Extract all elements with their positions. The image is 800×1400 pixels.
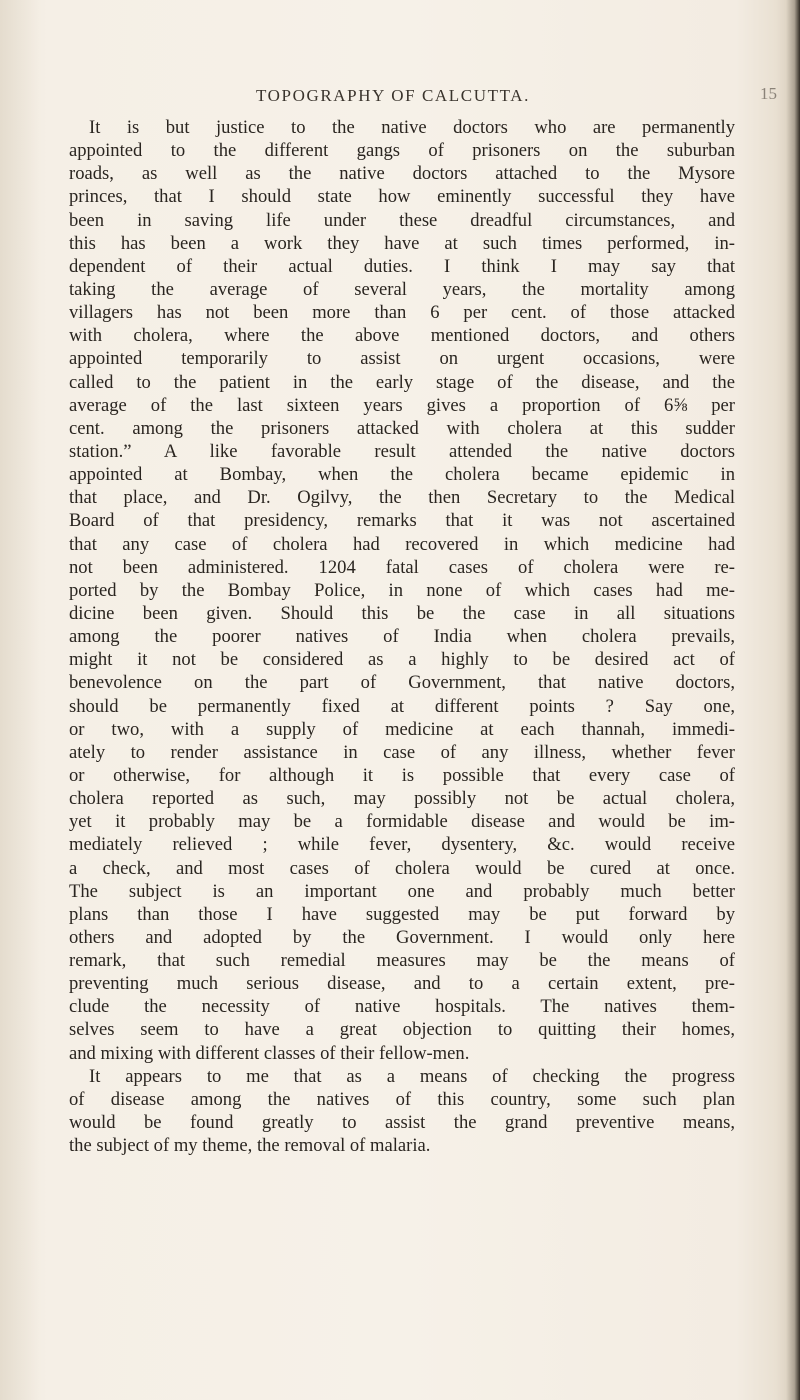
body-text	[69, 116, 735, 1157]
text-line: cent. among the prisoners attacked with cholera at this sudder	[69, 417, 735, 439]
text-line: yet it probably may be a formidable disease and would be im-	[69, 811, 735, 833]
text-line: others and adopted by the Government. I would only here	[69, 926, 735, 948]
text-line: cholera reported as such, may possibly not be actual cholera,	[69, 788, 735, 810]
page-edge-stain	[0, 0, 40, 1400]
text-line: with cholera, where the above mentioned doctors, and others	[69, 325, 735, 347]
text-line: a check, and most cases of cholera would be cured at once.	[69, 857, 735, 879]
text-line: It is but justice to the native doctors who are permanently	[89, 117, 735, 138]
text-line: ported by the Bombay Police, in none of which cases had me-	[69, 579, 735, 601]
text-line: not been administered. 1204 fatal cases of cholera were re-	[69, 556, 735, 578]
text-line: should be permanently fixed at different points ? Say one,	[69, 695, 735, 717]
text-line: appointed at Bombay, when the cholera became epidemic in	[69, 464, 735, 486]
text-line: of disease among the natives of this country, some such plan	[69, 1088, 735, 1110]
text-line: Board of that presidency, remarks that it was not ascertained	[69, 510, 735, 532]
text-line: or otherwise, for although it is possible that every case of	[69, 764, 735, 786]
text-line: would be found greatly to assist the grand preventive means,	[69, 1112, 735, 1134]
text-line: this has been a work they have at such times performed, in-	[69, 232, 735, 254]
text-line: appointed temporarily to assist on urgent occasions, were	[69, 348, 735, 370]
running-title: TOPOGRAPHY OF CALCUTTA.	[256, 86, 530, 105]
text-line: benevolence on the part of Government, that native doctors,	[69, 672, 735, 694]
text-line: princes, that I should state how eminently successful they have	[69, 186, 735, 208]
text-line: mediately relieved ; while fever, dysentery, &c. would receive	[69, 834, 735, 856]
text-line: The subject is an important one and probably much better	[69, 880, 735, 902]
text-line: ately to render assistance in case of any illness, whether fever	[69, 741, 735, 763]
page-number: 15	[760, 84, 777, 103]
text-line: roads, as well as the native doctors attached to the Mysore	[69, 163, 735, 185]
text-line: that place, and Dr. Ogilvy, the then Secretary to the Medical	[69, 487, 735, 509]
text-line: average of the last sixteen years gives a proportion of 6⅝ per	[69, 394, 735, 416]
text-line: plans than those I have suggested may be put forward by	[69, 903, 735, 925]
spine-shadow	[786, 0, 800, 1400]
text-line: clude the necessity of native hospitals. The natives them-	[69, 996, 735, 1018]
text-line: the subject of my theme, the removal of malaria.	[69, 1135, 431, 1157]
text-line: station.” A like favorable result attended the native doctors	[69, 440, 735, 462]
text-line: appointed to the different gangs of prisoners on the suburban	[69, 140, 735, 162]
text-line: It appears to me that as a means of checking the progress	[89, 1065, 735, 1087]
text-line: selves seem to have a great objection to quitting their homes,	[69, 1019, 735, 1041]
text-line: called to the patient in the early stage of the disease, and the	[69, 371, 735, 393]
text-line: dependent of their actual duties. I think I may say that	[69, 255, 735, 277]
text-line: or two, with a supply of medicine at each thannah, immedi-	[69, 718, 735, 740]
text-line: remark, that such remedial measures may be the means of	[69, 950, 735, 972]
text-line: preventing much serious disease, and to a certain extent, pre-	[69, 973, 735, 995]
text-line: might it not be considered as a highly to be desired act of	[69, 649, 735, 671]
text-line: among the poorer natives of India when cholera prevails,	[69, 626, 735, 648]
text-line: villagers has not been more than 6 per cent. of those attacked	[69, 302, 735, 324]
text-line: and mixing with different classes of their fellow-men.	[69, 1042, 470, 1064]
text-line: taking the average of several years, the mortality among	[69, 278, 735, 300]
text-line: that any case of cholera had recovered in which medicine had	[69, 533, 735, 555]
text-line: been in saving life under these dreadful circumstances, and	[69, 209, 735, 231]
text-line: dicine been given. Should this be the case in all situations	[69, 602, 735, 624]
